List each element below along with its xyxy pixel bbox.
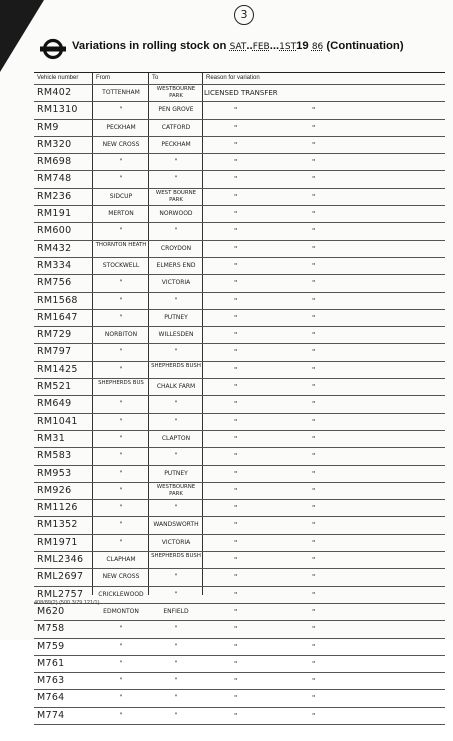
to-cell: ": [174, 659, 178, 667]
ditto-mark: ": [312, 296, 316, 305]
ditto-mark: ": [312, 642, 316, 651]
to-cell: PUTNEY: [164, 469, 188, 477]
table-row: [34, 447, 445, 464]
to-cell: VICTORIA: [161, 279, 191, 287]
vehicle-number-cell: RM1126: [37, 502, 78, 514]
reason-cell: [204, 206, 444, 222]
vehicle-number-cell: M774: [37, 709, 65, 721]
reason-cell: [204, 725, 444, 741]
header-reason: Reason for variation: [206, 75, 260, 81]
vehicle-number-cell: RM320: [37, 138, 72, 150]
from-cell: [94, 725, 148, 741]
ditto-mark: ": [234, 348, 238, 357]
vehicle-number-cell: RM797: [37, 346, 72, 358]
title-date: 1ST: [279, 42, 297, 52]
vehicle-number-cell: RM649: [37, 398, 72, 410]
title-suffix: (Continuation): [326, 40, 404, 52]
to-cell: PECKHAM: [161, 140, 191, 148]
reason-cell: [204, 154, 444, 170]
ditto-mark: ": [234, 625, 238, 634]
vehicle-number-cell: RM191: [37, 208, 72, 220]
from-cell: SHEPHERDS BUS: [98, 380, 144, 387]
table-row: [34, 551, 445, 568]
ditto-mark: ": [312, 244, 316, 253]
ditto-mark: ": [234, 400, 238, 409]
title-month: FEB: [252, 42, 270, 52]
from-cell: ": [119, 711, 123, 719]
vehicle-number-cell: [37, 725, 92, 741]
from-cell: CLAPHAM: [106, 556, 136, 564]
table-row: [34, 430, 445, 447]
ditto-mark: ": [312, 607, 316, 616]
table-row: [34, 205, 445, 222]
form-reference: 408/89(2) (500 3/79 121/1): [34, 600, 100, 606]
table-row: [34, 655, 445, 672]
ditto-mark: ": [234, 486, 238, 495]
to-cell: ": [174, 677, 178, 685]
ditto-mark: ": [234, 261, 238, 270]
from-cell: ": [119, 106, 123, 114]
reason-cell: [204, 587, 444, 603]
table-row: [34, 309, 445, 326]
to-cell: NORWOOD: [159, 210, 193, 218]
to-cell: WILLESDEN: [158, 331, 194, 339]
reason-cell: [204, 448, 444, 464]
vehicle-number-cell: RM953: [37, 467, 72, 479]
to-cell: SHEPHERDS BUSH: [151, 362, 201, 369]
ditto-mark: ": [234, 296, 238, 305]
reason-cell: [204, 483, 444, 499]
ditto-mark: ": [312, 556, 316, 565]
vehicle-number-cell: M764: [37, 692, 65, 704]
reason-cell: LICENSED TRANSFER: [204, 89, 278, 97]
form-title: Variations in rolling stock on SAT..FEB...1ST19 86 (Continuation): [72, 40, 404, 52]
vehicle-number-cell: RML2697: [37, 571, 84, 583]
to-cell: SHEPHERDS BUSH: [151, 553, 201, 560]
from-cell: ": [119, 659, 123, 667]
reason-cell: [204, 414, 444, 430]
table-row: [34, 465, 445, 482]
reason-cell: [204, 344, 444, 360]
reason-cell: [204, 396, 444, 412]
vehicle-number-cell: RM432: [37, 242, 72, 254]
table-row: [34, 153, 445, 170]
header-from: From: [96, 75, 110, 81]
page-number: 3: [234, 5, 254, 25]
ditto-mark: ": [234, 158, 238, 167]
vehicle-number-cell: M763: [37, 675, 65, 687]
ditto-mark: ": [312, 694, 316, 703]
ditto-mark: ": [312, 123, 316, 132]
ditto-mark: ": [234, 607, 238, 616]
to-cell: CHALK FARM: [156, 383, 196, 391]
ditto-mark: ": [312, 452, 316, 461]
vehicle-number-cell: RM583: [37, 450, 72, 462]
to-cell: ": [174, 711, 178, 719]
from-cell: ": [119, 694, 123, 702]
reason-cell: [204, 690, 444, 706]
ditto-mark: ": [312, 659, 316, 668]
to-cell: WESTBOURNE PARK: [156, 483, 196, 497]
reason-cell: [204, 120, 444, 136]
table-row: [34, 170, 445, 187]
table-body: [34, 84, 445, 741]
from-cell: CRICKLEWOOD: [98, 590, 144, 598]
reason-cell: [204, 517, 444, 533]
table-header: [34, 73, 445, 84]
table-row: [34, 482, 445, 499]
reason-cell: [204, 189, 444, 205]
ditto-mark: ": [312, 227, 316, 236]
roundel-logo-icon: [40, 38, 66, 60]
ditto-mark: ": [234, 469, 238, 478]
ditto-mark: ": [234, 504, 238, 513]
from-cell: ": [119, 434, 123, 442]
title-year-prefix: 19: [296, 40, 309, 52]
from-cell: ": [119, 469, 123, 477]
vehicle-number-cell: M758: [37, 623, 65, 635]
vehicle-number-cell: RM1041: [37, 415, 78, 427]
ditto-mark: ": [234, 556, 238, 565]
reason-cell: [204, 708, 444, 724]
ditto-mark: ": [312, 486, 316, 495]
ditto-mark: ": [312, 279, 316, 288]
from-cell: ": [119, 504, 123, 512]
table-row: [34, 534, 445, 551]
vehicle-number-cell: RM1647: [37, 311, 78, 323]
from-cell: PECKHAM: [106, 123, 136, 131]
vehicle-number-cell: M761: [37, 657, 65, 669]
ditto-mark: ": [234, 711, 238, 720]
reason-cell: [204, 673, 444, 689]
from-cell: ": [119, 521, 123, 529]
from-cell: ": [119, 365, 123, 373]
ditto-mark: ": [312, 521, 316, 530]
table-row: [34, 119, 445, 136]
ditto-mark: ": [312, 469, 316, 478]
title-year: 86: [311, 42, 324, 52]
reason-cell: [204, 171, 444, 187]
ditto-mark: ": [234, 521, 238, 530]
table-row: [34, 222, 445, 239]
to-cell: WANDSWORTH: [153, 521, 199, 529]
table-row: [34, 240, 445, 257]
ditto-mark: ": [234, 210, 238, 219]
reason-cell: [204, 310, 444, 326]
to-cell: WESTBOURNE PARK: [156, 86, 196, 99]
ditto-mark: ": [312, 504, 316, 513]
to-cell: ": [174, 400, 178, 408]
vehicle-number-cell: RM334: [37, 259, 72, 271]
table-row: [34, 395, 445, 412]
ditto-mark: ": [312, 538, 316, 547]
ditto-mark: ": [312, 106, 316, 115]
ditto-mark: ": [312, 331, 316, 340]
to-cell: ": [174, 590, 178, 598]
reason-cell: [204, 500, 444, 516]
ditto-mark: ": [234, 590, 238, 599]
to-cell: ": [174, 642, 178, 650]
table-row: [34, 343, 445, 360]
ditto-mark: ": [234, 175, 238, 184]
ditto-mark: ": [234, 227, 238, 236]
ditto-mark: ": [312, 192, 316, 201]
ditto-mark: ": [312, 158, 316, 167]
ditto-mark: ": [312, 348, 316, 357]
from-cell: SIDCUP: [109, 192, 133, 200]
table-row: [34, 568, 445, 585]
vehicle-number-cell: RM756: [37, 277, 72, 289]
vehicle-number-cell: RM521: [37, 381, 72, 393]
header-to: To: [152, 75, 159, 81]
ditto-mark: ": [312, 711, 316, 720]
ditto-mark: ": [234, 106, 238, 115]
ditto-mark: ": [312, 590, 316, 599]
reason-cell: [204, 535, 444, 551]
ditto-mark: ": [234, 452, 238, 461]
table-row: [34, 689, 445, 706]
vehicle-number-cell: RML2346: [37, 554, 84, 566]
to-cell: ": [174, 175, 178, 183]
reason-cell: [204, 639, 444, 655]
table-row: [34, 516, 445, 533]
vehicle-number-cell: RM1971: [37, 536, 78, 548]
ditto-mark: ": [312, 261, 316, 270]
vehicle-number-cell: RM600: [37, 225, 72, 237]
ditto-mark: ": [312, 313, 316, 322]
reason-cell: [204, 379, 444, 395]
ditto-mark: ": [234, 192, 238, 201]
vehicle-number-cell: RM1568: [37, 294, 78, 306]
to-cell: ELMERS END: [156, 261, 196, 269]
vehicle-number-cell: RM729: [37, 329, 72, 341]
to-cell: ": [174, 573, 178, 581]
ditto-mark: ": [234, 279, 238, 288]
table-row: [34, 292, 445, 309]
ditto-mark: ": [312, 573, 316, 582]
vehicle-number-cell: RM402: [37, 87, 72, 98]
from-cell: ": [119, 642, 123, 650]
ditto-mark: ": [234, 434, 238, 443]
vehicle-number-cell: M759: [37, 640, 65, 652]
table-row: [34, 724, 445, 741]
from-cell: ": [119, 400, 123, 408]
to-cell: [150, 725, 202, 741]
from-cell: THORNTON HEATH: [95, 241, 147, 248]
to-cell: ": [174, 504, 178, 512]
table-row: [34, 620, 445, 637]
ditto-mark: ": [234, 417, 238, 426]
vehicle-number-cell: RM926: [37, 484, 72, 496]
from-cell: ": [119, 227, 123, 235]
table-row: [34, 499, 445, 516]
from-cell: ": [119, 677, 123, 685]
to-cell: CATFORD: [161, 123, 191, 131]
from-cell: ": [119, 452, 123, 460]
title-day: SAT: [229, 42, 247, 52]
from-cell: ": [119, 538, 123, 546]
vehicle-number-cell: RM9: [37, 121, 59, 133]
reason-cell: [204, 604, 444, 620]
ditto-mark: ": [312, 210, 316, 219]
to-cell: ": [174, 452, 178, 460]
to-cell: PEN GROVE: [158, 106, 194, 114]
ditto-mark: ": [234, 677, 238, 686]
to-cell: WEST BOURNE PARK: [155, 189, 197, 203]
title-prefix: Variations in rolling stock on: [72, 40, 227, 52]
header-vehicle-number: Vehicle number: [37, 75, 79, 81]
ditto-mark: ": [234, 123, 238, 132]
ditto-mark: ": [312, 400, 316, 409]
table-row: [34, 136, 445, 153]
from-cell: ": [119, 486, 123, 494]
table-row: [34, 326, 445, 343]
reason-cell: [204, 656, 444, 672]
from-cell: ": [119, 296, 123, 304]
vehicle-number-cell: RM1425: [37, 363, 78, 375]
page-corner-shadow: [0, 0, 44, 72]
ditto-mark: ": [234, 140, 238, 149]
ditto-mark: ": [234, 573, 238, 582]
from-cell: NORBITON: [104, 331, 138, 339]
to-cell: ": [174, 158, 178, 166]
reason-cell: [204, 137, 444, 153]
to-cell: PUTNEY: [164, 313, 188, 321]
to-cell: ": [174, 227, 178, 235]
reason-cell: [204, 293, 444, 309]
ditto-mark: ": [312, 434, 316, 443]
to-cell: CLAPTON: [161, 434, 191, 442]
from-cell: ": [119, 158, 123, 166]
ditto-mark: ": [234, 538, 238, 547]
reason-cell: [204, 327, 444, 343]
table-row: [34, 274, 445, 291]
to-cell: ": [174, 417, 178, 425]
ditto-mark: ": [234, 313, 238, 322]
from-cell: ": [119, 348, 123, 356]
vehicle-number-cell: RM1310: [37, 104, 78, 116]
vehicle-number-cell: RM748: [37, 173, 72, 185]
reason-cell: [204, 275, 444, 291]
from-cell: NEW CROSS: [102, 573, 140, 581]
to-cell: ": [174, 348, 178, 356]
vehicle-number-cell: RM698: [37, 156, 72, 168]
ditto-mark: ": [234, 642, 238, 651]
to-cell: ": [174, 625, 178, 633]
table-row: [34, 638, 445, 655]
reason-cell: [204, 569, 444, 585]
reason-cell: [204, 102, 444, 118]
to-cell: ": [174, 296, 178, 304]
from-cell: STOCKWELL: [102, 261, 140, 269]
from-cell: ": [119, 279, 123, 287]
from-cell: ": [119, 313, 123, 321]
ditto-mark: ": [234, 659, 238, 668]
ditto-mark: ": [312, 625, 316, 634]
ditto-mark: ": [312, 417, 316, 426]
table-row: [34, 84, 445, 101]
from-cell: MERTON: [108, 210, 134, 218]
reason-cell: [204, 431, 444, 447]
table-row: [34, 361, 445, 378]
table-row: [34, 257, 445, 274]
table-row: [34, 413, 445, 430]
ditto-mark: ": [312, 677, 316, 686]
to-cell: ENFIELD: [163, 607, 189, 615]
from-cell: EDMONTON: [103, 607, 139, 615]
ditto-mark: ": [234, 331, 238, 340]
ditto-mark: ": [234, 244, 238, 253]
ditto-mark: ": [234, 365, 238, 374]
table-row: [34, 672, 445, 689]
table-row: [34, 188, 445, 205]
reason-cell: [204, 466, 444, 482]
from-cell: TOTTENHAM: [102, 89, 140, 96]
to-cell: VICTORIA: [161, 538, 191, 546]
reason-cell: [204, 552, 444, 568]
ditto-mark: ": [234, 694, 238, 703]
vehicle-number-cell: RM1352: [37, 519, 78, 531]
vehicle-number-cell: RM236: [37, 190, 72, 202]
table-row: [34, 101, 445, 118]
to-cell: ": [174, 694, 178, 702]
reason-cell: [204, 258, 444, 274]
to-cell: CROYDON: [160, 244, 192, 252]
from-cell: ": [119, 625, 123, 633]
vehicle-number-cell: RML2757: [37, 588, 84, 600]
from-cell: ": [119, 417, 123, 425]
reason-cell: [204, 362, 444, 378]
ditto-mark: ": [312, 383, 316, 392]
ditto-mark: ": [312, 140, 316, 149]
vehicle-number-cell: M620: [37, 605, 65, 617]
table-row: [34, 707, 445, 724]
ditto-mark: ": [312, 365, 316, 374]
reason-cell: [204, 223, 444, 239]
ditto-mark: ": [234, 383, 238, 392]
reason-cell: [204, 241, 444, 257]
reason-cell: [204, 621, 444, 637]
from-cell: ": [119, 175, 123, 183]
from-cell: NEW CROSS: [102, 140, 140, 148]
table-row: [34, 378, 445, 395]
ditto-mark: ": [312, 175, 316, 184]
vehicle-number-cell: RM31: [37, 432, 66, 444]
